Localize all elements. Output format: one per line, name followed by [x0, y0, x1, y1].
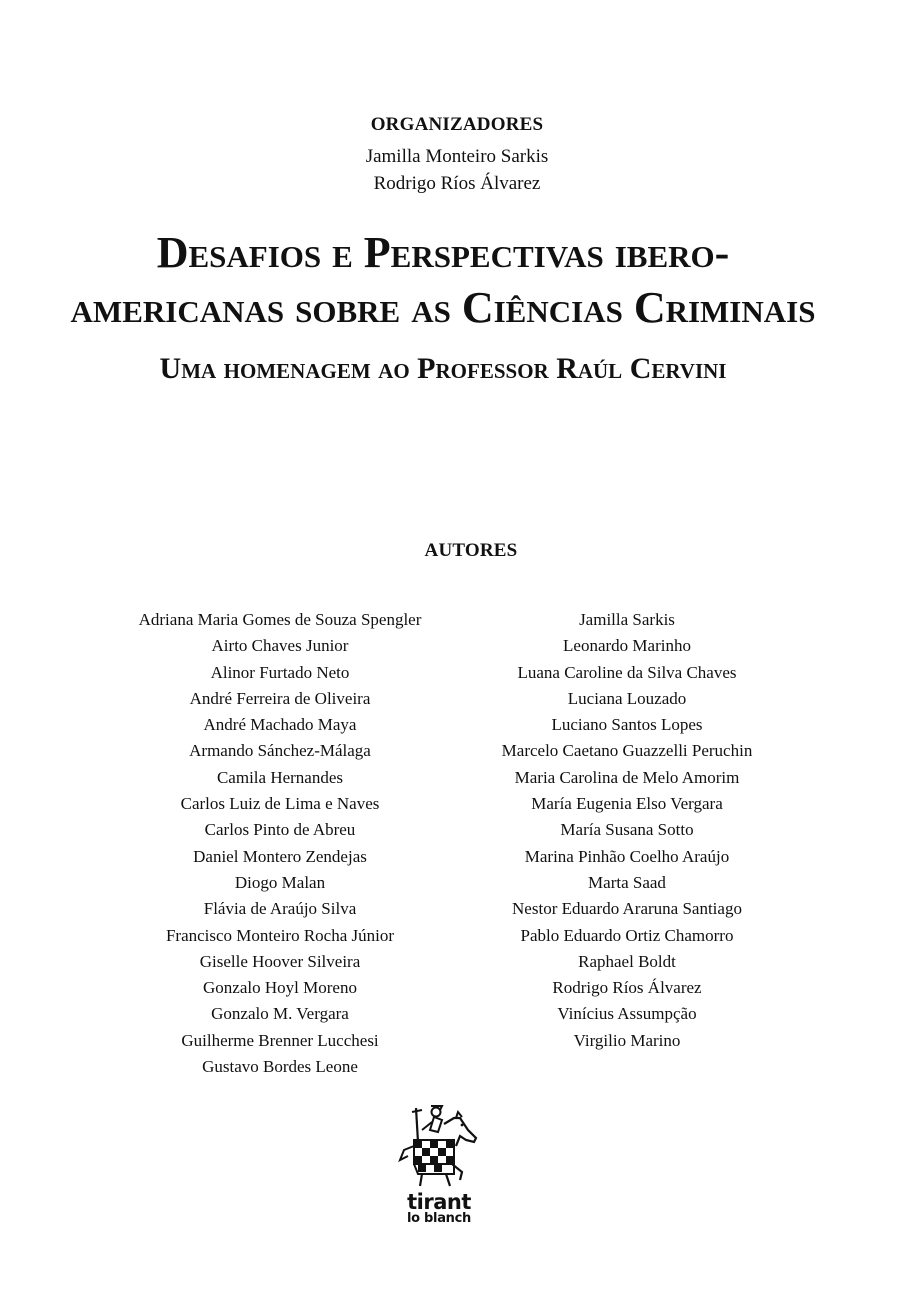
author-name: Jamilla Sarkis — [579, 610, 675, 629]
organizer-name: Rodrigo Ríos Álvarez — [373, 173, 541, 194]
author-name: Francisco Monteiro Rocha Júnior — [165, 925, 395, 945]
author-name: Leonardo Marinho — [563, 636, 691, 656]
author-name: María Eugenia Elso Vergara — [531, 794, 723, 814]
publisher-name-line-1: tirant — [407, 1190, 471, 1214]
author-name: Adriana Maria Gomes de Souza Spengler — [138, 610, 422, 629]
knight-on-horse-icon — [396, 1102, 482, 1188]
author-name: Alinor Furtado Neto — [210, 662, 350, 682]
publisher-name-line-2: lo blanch — [407, 1211, 471, 1226]
book-title-line-2: americanas sobre as Ciências Criminais — [70, 283, 816, 332]
author-name: Gustavo Bordes Leone — [202, 1057, 358, 1077]
author-name: Gonzalo M. Vergara — [211, 1004, 349, 1024]
author-name: Airto Chaves Junior — [211, 636, 349, 656]
author-name: André Machado Maya — [203, 715, 357, 735]
organizer-name: Jamilla Monteiro Sarkis — [365, 146, 549, 167]
author-name: Carlos Luiz de Lima e Naves — [180, 794, 380, 814]
author-name: Pablo Eduardo Ortiz Chamorro — [520, 925, 734, 945]
author-name: Daniel Montero Zendejas — [193, 846, 367, 866]
author-name: Gonzalo Hoyl Moreno — [203, 978, 357, 998]
book-subtitle: Uma homenagem ao Professor Raúl Cervini — [159, 352, 727, 385]
author-name: Guilherme Brenner Lucchesi — [181, 1030, 379, 1050]
authors-list-right — [477, 607, 777, 1054]
author-name: Luana Caroline da Silva Chaves — [517, 662, 737, 682]
author-name: María Susana Sotto — [560, 820, 694, 840]
author-name: Flávia de Araújo Silva — [203, 899, 357, 919]
author-name: Marta Saad — [588, 872, 666, 892]
author-name: Nestor Eduardo Araruna Santiago — [512, 899, 742, 919]
author-name: Virgilio Marino — [573, 1030, 681, 1050]
author-name: Camila Hernandes — [216, 767, 344, 787]
author-name: Luciano Santos Lopes — [551, 715, 703, 735]
author-name: Giselle Hoover Silveira — [199, 951, 361, 971]
book-title-line-1: Desafios e Perspectivas ibero- — [156, 228, 730, 277]
author-name: Raphael Boldt — [578, 951, 676, 971]
author-name: Luciana Louzado — [567, 688, 687, 708]
author-name: Vinícius Assumpção — [557, 1004, 697, 1024]
organizers-heading: ORGANIZADORES — [370, 114, 544, 135]
author-name: Marina Pinhão Coelho Araújo — [524, 846, 730, 866]
author-name: Diogo Malan — [234, 872, 326, 892]
authors-list-left — [130, 607, 430, 1080]
authors-heading: AUTORES — [424, 540, 518, 561]
author-name: Maria Carolina de Melo Amorim — [514, 767, 740, 787]
author-name: Rodrigo Ríos Álvarez — [552, 978, 702, 998]
publisher-logo — [396, 1102, 486, 1232]
author-name: Armando Sánchez-Málaga — [189, 741, 371, 761]
author-name: André Ferreira de Oliveira — [189, 688, 371, 708]
author-name: Carlos Pinto de Abreu — [204, 820, 356, 840]
author-name: Marcelo Caetano Guazzelli Peruchin — [501, 741, 753, 761]
